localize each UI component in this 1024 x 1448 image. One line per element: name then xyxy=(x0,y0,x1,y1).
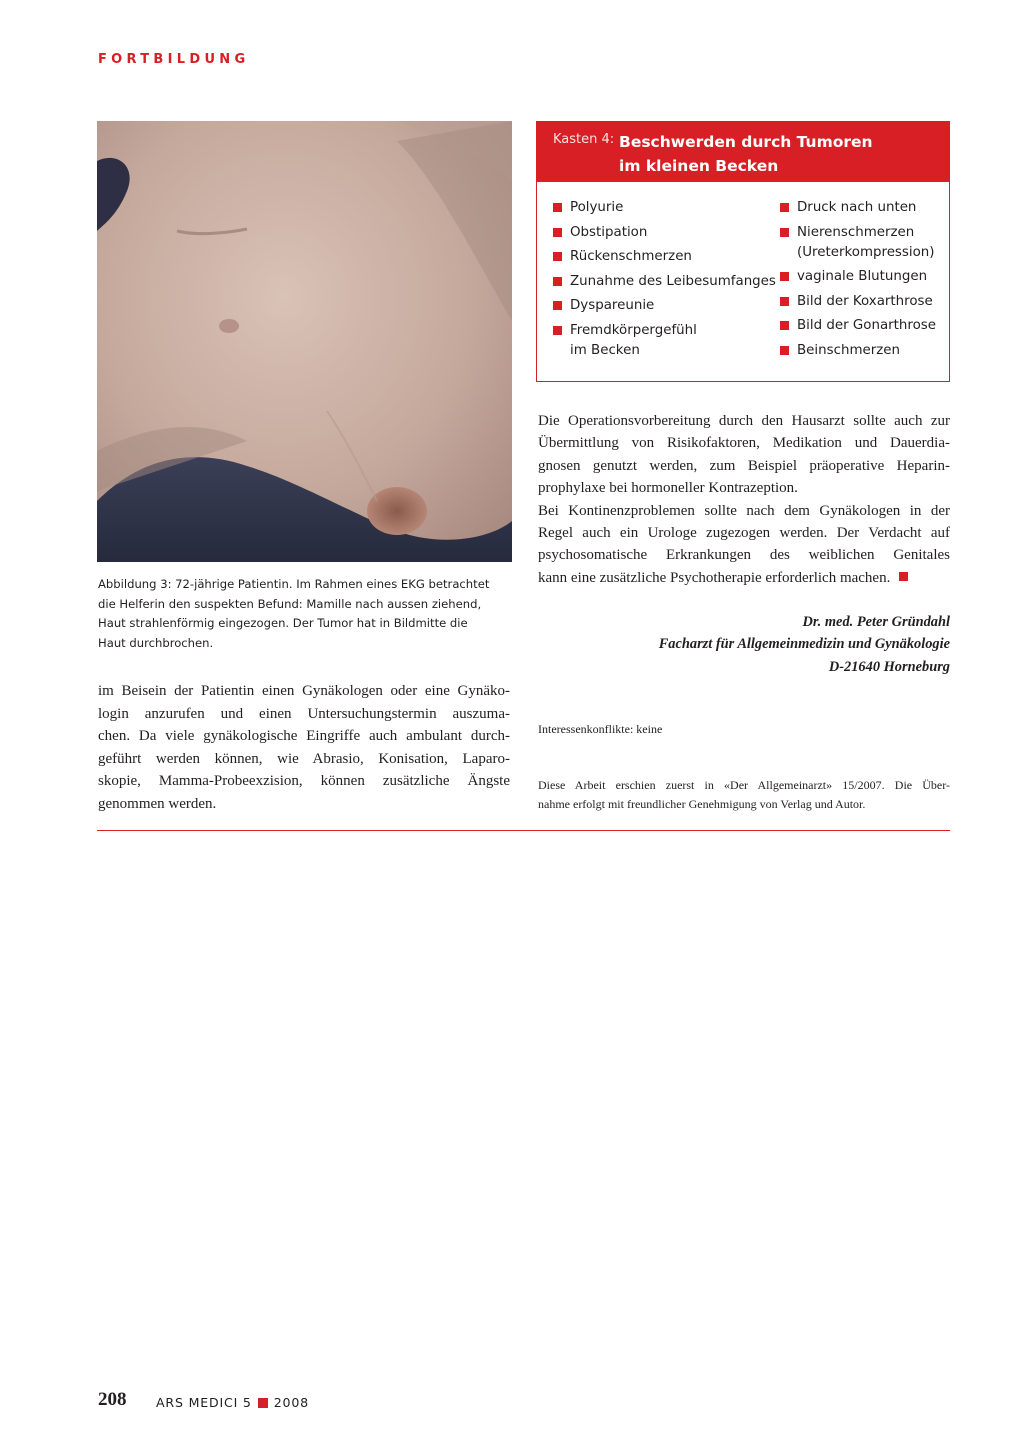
list-item: Fremdkörpergefühl im Becken xyxy=(553,321,776,361)
symptom-list-left xyxy=(553,198,776,365)
caption-line: Abbildung 3: 72-jährige Patientin. Im Rahmen eines EKG betrachtet xyxy=(98,577,490,591)
text-line: psychosomatische Erkrankungen des weiblichen Genitales xyxy=(538,547,950,564)
author-name: Dr. med. Peter Gründahl xyxy=(802,614,950,630)
text-line: prophylaxe bei hormoneller Kontrazeption. xyxy=(538,480,798,497)
square-bullet-icon xyxy=(553,203,562,212)
text-line-final xyxy=(538,567,950,589)
symptom-list-right xyxy=(780,198,936,365)
text-line: login anzurufen und einen Untersuchungstermin auszuma- xyxy=(98,705,510,722)
caption-line: Haut durchbrochen. xyxy=(98,635,214,650)
text-line: kann eine zusätzliche Psychotherapie erforderlich machen. xyxy=(538,569,891,586)
journal-year: 2008 xyxy=(273,1395,309,1410)
caption-line: Haut strahlenförmig eingezogen. Der Tumor hat in Bildmitte die xyxy=(98,616,468,630)
end-of-article-icon xyxy=(899,572,908,581)
info-box-label: Kasten 4: xyxy=(553,132,615,147)
left-column-text xyxy=(98,680,510,816)
square-bullet-icon xyxy=(780,321,789,330)
info-box-header xyxy=(537,122,949,182)
caption-line: die Helferin den suspekten Befund: Mamille nach aussen ziehend, xyxy=(98,596,482,611)
square-bullet-icon xyxy=(553,326,562,335)
square-bullet-icon xyxy=(780,228,789,237)
note-line: nahme erfolgt mit freundlicher Genehmigung von Verlag und Autor. xyxy=(538,796,866,811)
text-line: skopie, Mamma-Probeexzision, können zusätzliche Ängste xyxy=(98,773,510,790)
list-item: Polyurie xyxy=(553,198,776,218)
list-item: Beinschmerzen xyxy=(780,341,936,361)
list-item: Obstipation xyxy=(553,223,776,243)
square-bullet-icon xyxy=(553,252,562,261)
journal-name: ARS MEDICI 5 xyxy=(156,1395,252,1410)
section-label: FORTBILDUNG xyxy=(98,52,250,67)
list-item: Bild der Koxarthrose xyxy=(780,292,936,312)
text-line: Bei Kontinenzproblemen sollte nach dem Gynäkologen in der xyxy=(538,502,950,519)
conflict-of-interest: Interessenkonflikte: keine xyxy=(538,722,663,736)
figure-caption xyxy=(98,575,513,653)
square-bullet-icon xyxy=(553,277,562,286)
text-line: gnosen genutzt werden, zum Beispiel präoperative Heparin- xyxy=(538,457,950,474)
square-bullet-icon xyxy=(780,272,789,281)
square-bullet-icon xyxy=(780,203,789,212)
text-line: chen. Da viele gynäkologische Eingriffe auch ambulant durch- xyxy=(98,728,510,745)
note-line: Diese Arbeit erschien zuerst in «Der Allgemeinarzt» 15/2007. Die Über- xyxy=(538,778,950,792)
square-bullet-icon xyxy=(780,297,789,306)
publication-note xyxy=(538,776,950,813)
journal-info xyxy=(156,1395,309,1410)
author-signature xyxy=(659,611,950,678)
info-box-title xyxy=(619,130,873,178)
page-number: 208 xyxy=(98,1389,127,1410)
square-bullet-icon xyxy=(553,301,562,310)
right-column-text xyxy=(538,410,950,589)
square-separator-icon xyxy=(258,1398,268,1408)
text-line: genommen werden. xyxy=(98,795,217,812)
list-item: Nierenschmerzen (Ureterkompression) xyxy=(780,223,936,263)
text-line: geführt werden können, wie Abrasio, Konisation, Laparo- xyxy=(98,750,510,767)
clinical-photo xyxy=(97,121,512,562)
author-title: Facharzt für Allgemeinmedizin und Gynäkologie xyxy=(658,636,950,653)
text-line: Übermittlung von Risikofaktoren, Medikation und Dauerdia- xyxy=(538,435,950,452)
text-line: Die Operationsvorbereitung durch den Hausarzt sollte auch zur xyxy=(538,413,950,429)
list-item: Rückenschmerzen xyxy=(553,247,776,267)
info-box-title-line: im kleinen Becken xyxy=(619,157,779,175)
list-item: Zunahme des Leibesumfanges xyxy=(553,272,776,292)
section-divider xyxy=(97,830,950,831)
info-box-title-line: Beschwerden durch Tumoren xyxy=(619,133,873,151)
text-line: Regel auch ein Urologe zugezogen werden. Der Verdacht auf xyxy=(538,524,950,541)
author-location: D-21640 Horneburg xyxy=(828,658,950,675)
list-item: Dyspareunie xyxy=(553,296,776,316)
list-item: vaginale Blutungen xyxy=(780,267,936,287)
square-bullet-icon xyxy=(553,228,562,237)
square-bullet-icon xyxy=(780,346,789,355)
info-box xyxy=(536,121,950,382)
list-item: Druck nach unten xyxy=(780,198,936,218)
text-line: im Beisein der Patientin einen Gynäkologen oder eine Gynäko- xyxy=(98,683,510,699)
list-item: Bild der Gonarthrose xyxy=(780,316,936,336)
